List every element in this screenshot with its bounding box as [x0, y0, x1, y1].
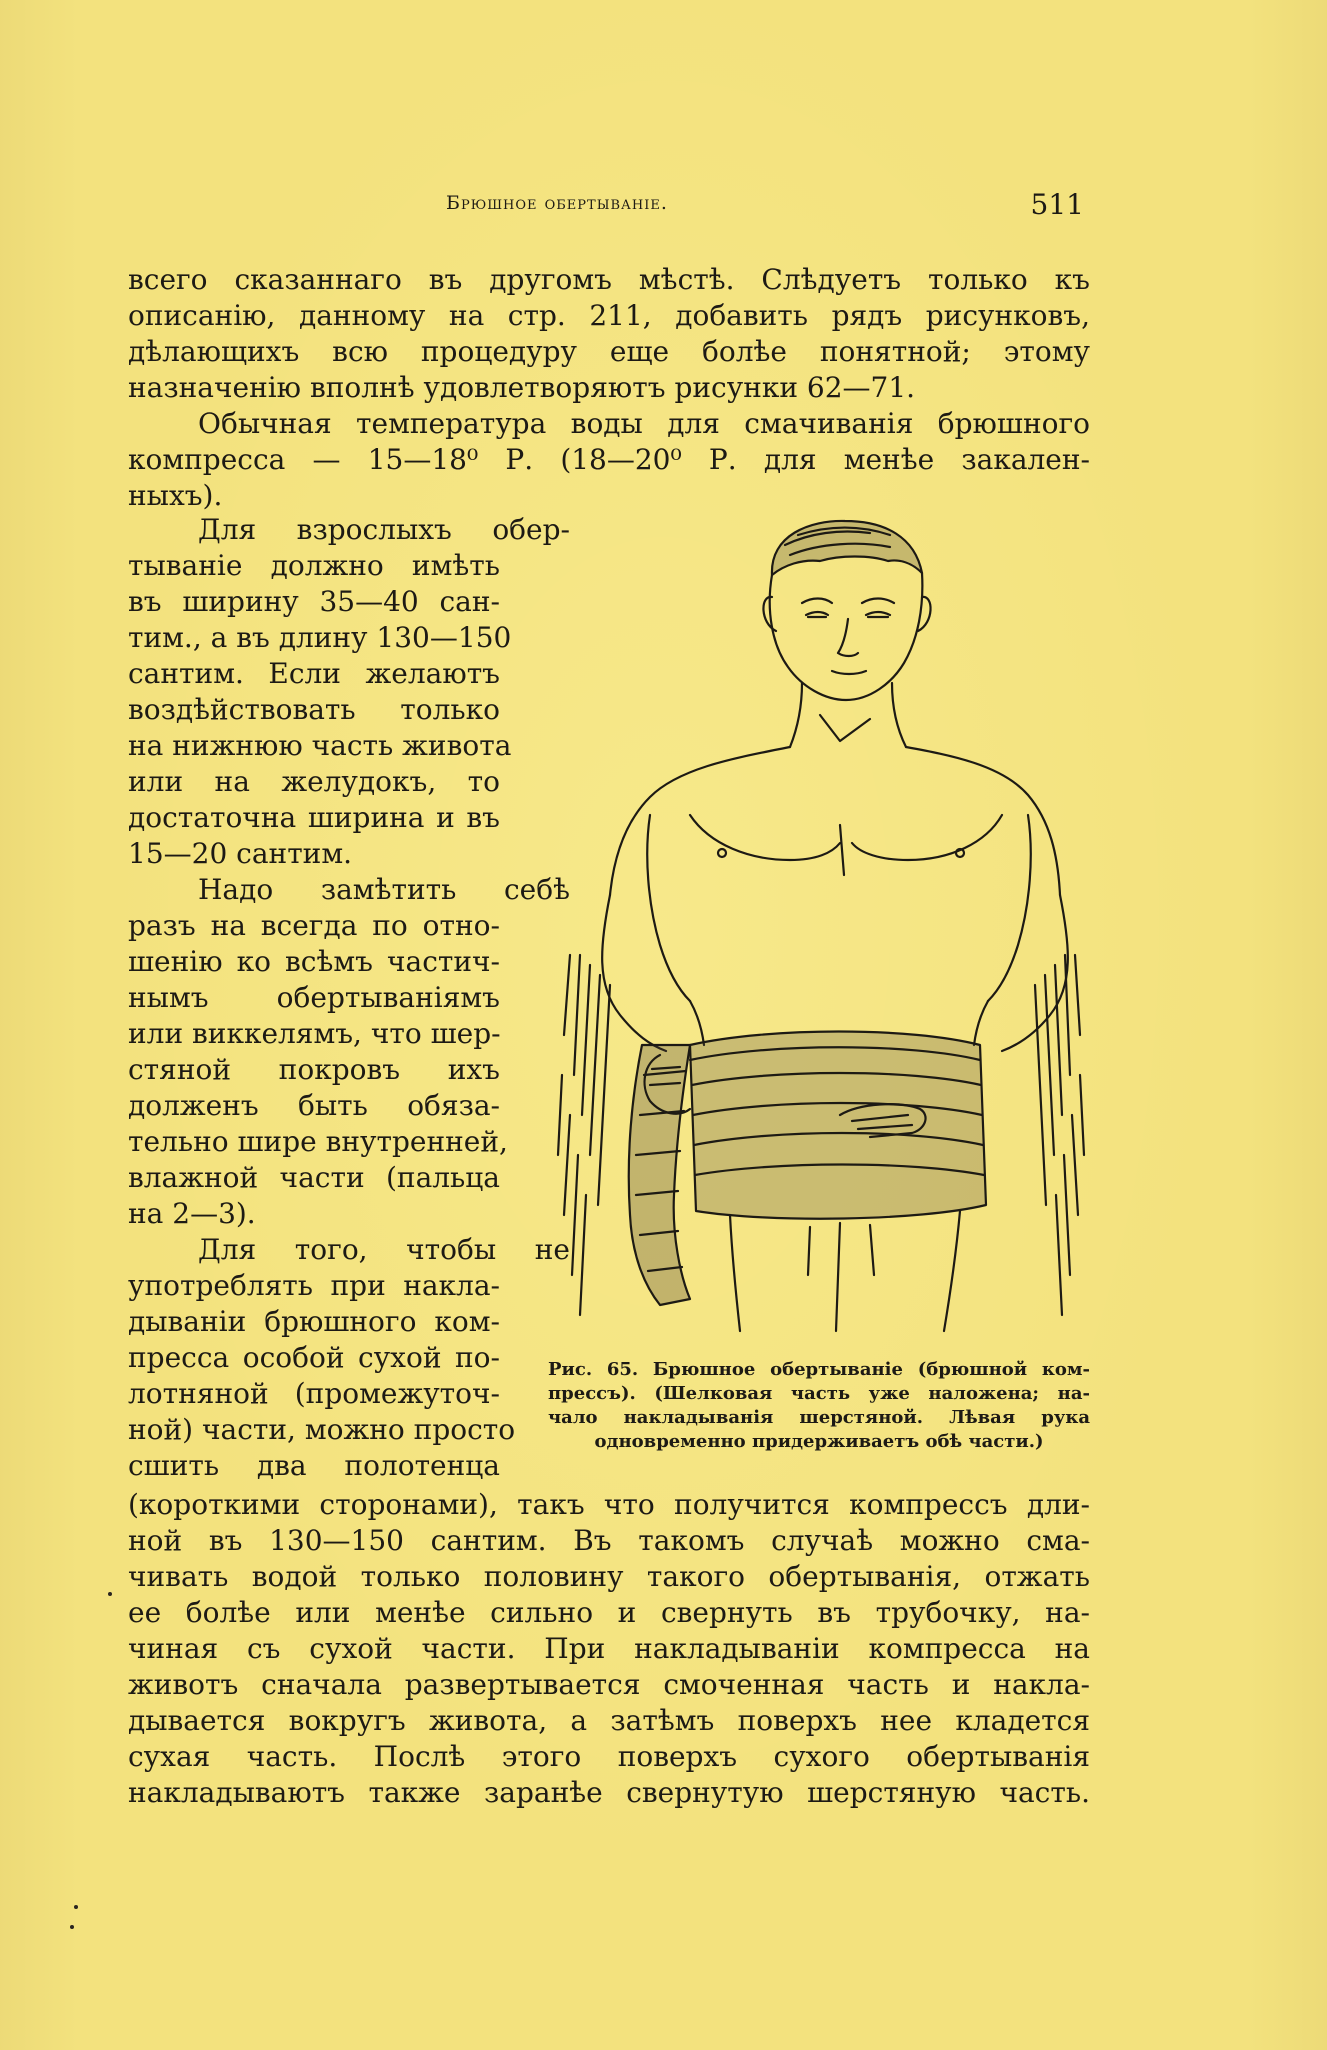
caption-line: Рис. 65. Брюшное обертыванiе (брюшной ком- [548, 1359, 1090, 1380]
text-line: нымъ обертыванiямъ [128, 981, 500, 1014]
text-line: накладываютъ также заранѣе свернутую шерстяную часть. [128, 1776, 1090, 1809]
text-line: употреблять при накла- [128, 1269, 500, 1302]
text-line: чивать водой только половину такого обертыванiя, отжать [128, 1560, 1090, 1593]
text-line: въ ширину 35—40 сан- [128, 585, 500, 618]
text-line: (короткими сторонами), такъ что получится компрессъ дли- [128, 1488, 1090, 1521]
caption-line: одновременно придерживаетъ обѣ части.) [594, 1431, 1044, 1452]
text-line: Для того, чтобы не [198, 1233, 570, 1266]
running-head [128, 188, 1090, 228]
text-line: на нижнюю часть живота [128, 729, 512, 762]
temperature-paragraph [128, 406, 1090, 514]
text-line: дывается вокругъ живота, а затѣмъ поверхъ нее кладется [128, 1704, 1090, 1737]
text-line: достаточна ширина и въ [128, 801, 500, 834]
text-line: 15—20 сантим. [128, 837, 353, 870]
text-line: Для взрослыхъ обер- [198, 513, 570, 546]
text-line: чиная съ сухой части. При накладыванiи компресса на [128, 1632, 1090, 1665]
text-line: пресса особой сухой по- [128, 1341, 500, 1374]
text-line: компресса — 15—18⁰ Р. (18—20⁰ Р. для менѣе закален- [128, 443, 1090, 476]
text-line: влажной части (пальца [128, 1161, 500, 1194]
text-line: тельно шире внутренней, [128, 1125, 508, 1158]
text-line: тим., а въ длину 130—150 [128, 621, 512, 654]
text-line: сшить два полотенца [128, 1449, 500, 1482]
text-line: дыванiи брюшного ком- [128, 1305, 500, 1338]
text-line: воздѣйствовать только [128, 693, 500, 726]
figure-caption [548, 1358, 1090, 1454]
text-line: животъ сначала развертывается смоченная часть и накла- [128, 1668, 1090, 1701]
text-line: назначенiю вполнѣ удовлетворяютъ рисунки 62—71. [128, 371, 916, 404]
text-line: разъ на всегда по отно- [128, 909, 500, 942]
text-line: дѣлающихъ всю процедуру еще болѣе понятной; этому [128, 335, 1090, 368]
bottom-paragraph [128, 1487, 1090, 1811]
text-line: тыванiе должно имѣть [128, 549, 500, 582]
figure-illustration [540, 515, 1095, 1345]
running-title: Брюшное обертыванiе. [446, 192, 668, 214]
caption-line: прессъ). (Шелковая часть уже наложена; на- [548, 1383, 1090, 1404]
engraving-man-abdominal-wrap [540, 515, 1095, 1345]
text-line: или на желудокъ, то [128, 765, 500, 798]
text-line: сантим. Если желаютъ [128, 657, 500, 690]
top-paragraph [128, 262, 1090, 406]
caption-line: чало накладыванiя шерстяной. Лѣвая рука [548, 1407, 1090, 1428]
text-line: на 2—3). [128, 1197, 256, 1230]
narrow-column-text [128, 512, 570, 1484]
text-line: ной) части, можно просто [128, 1413, 516, 1446]
text-line: описанiю, данному на стр. 211, добавить рядъ рисунковъ, [128, 299, 1090, 332]
text-line: Надо замѣтить себѣ [198, 873, 570, 906]
text-line: стяной покровъ ихъ [128, 1053, 500, 1086]
text-line: долженъ быть обяза- [128, 1089, 500, 1122]
text-line: ее болѣе или менѣе сильно и свернуть въ трубочку, на- [128, 1596, 1090, 1629]
page-number: 511 [1030, 188, 1084, 221]
paper-speck [74, 1905, 78, 1909]
text-line: всего сказаннаго въ другомъ мѣстѣ. Слѣдуетъ только къ [128, 263, 1090, 296]
text-line: сухая часть. Послѣ этого поверхъ сухого обертыванiя [128, 1740, 1090, 1773]
paper-speck [70, 1925, 74, 1929]
text-line: лотняной (промежуточ- [128, 1377, 500, 1410]
text-line: ныхъ). [128, 479, 223, 512]
text-line: Обычная температура воды для смачиванiя брюшного [198, 407, 1090, 440]
text-line: ной въ 130—150 сантим. Въ такомъ случаѣ можно сма- [128, 1524, 1090, 1557]
paper-speck [108, 1592, 112, 1596]
text-line: шенiю ко всѣмъ частич- [128, 945, 500, 978]
text-line: или виккелямъ, что шер- [128, 1017, 501, 1050]
